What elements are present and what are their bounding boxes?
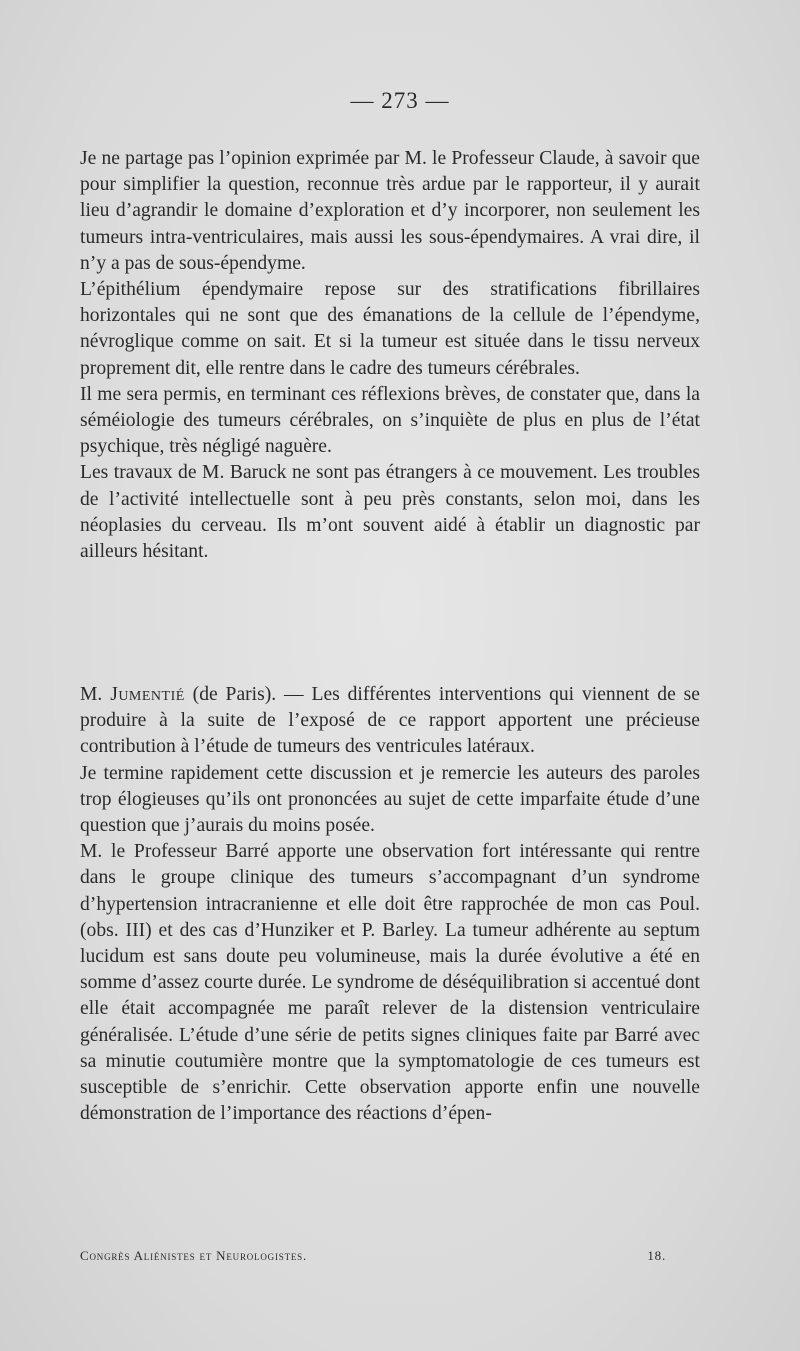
footer-title: Congrès Aliénistes et Neurologistes. xyxy=(80,1248,308,1263)
text-block-1 xyxy=(80,146,700,565)
speaker-name: Jumentié xyxy=(110,684,185,705)
text-block-2 xyxy=(80,682,700,1127)
paragraph: Il me sera permis, en terminant ces réflexions brèves, de constater que, dans la séméiologie des tumeurs cérébrales, on s’inquiète de plus en plus de l’état psychique, très négligé naguère. xyxy=(80,383,700,458)
speaker-paragraph xyxy=(80,682,700,761)
paragraph: Je termine rapidement cette discussion et je remercie les auteurs des paroles trop élogieuses qu’ils ont prononcées au sujet de cette imparfaite étude d’une question que j’aurais du moins posée. xyxy=(80,762,700,837)
footer xyxy=(80,1248,666,1264)
speaker-prefix: M. xyxy=(80,684,111,705)
page-number: — 273 — xyxy=(350,88,450,113)
paragraph: L’épithélium épendymaire repose sur des stratifications fibrillaires horizontales qui ne sont que des émanations de la cellule de l’épendyme, névroglique comme on sait. Et si la tumeur est située dans le tissu nerveux proprement dit, elle rentre dans le cadre des tumeurs cérébrales. xyxy=(80,279,700,379)
paragraph: Les travaux de M. Baruck ne sont pas étrangers à ce mouvement. Les troubles de l’activité intellectuelle sont à peu près constants, selon moi, dans les néoplasies du cerveau. Ils m’ont souvent aidé à établir un diagnostic par ailleurs hésitant. xyxy=(80,462,700,563)
paragraph: M. le Professeur Barré apporte une observation fort intéressante qui rentre dans le groupe clinique des tumeurs s’accompagnant d’un syndrome d’hypertension intracranienne et elle doit être rapprochée de mon cas Poul. (obs. III) et des cas d’Hunziker et P. Barley. La tumeur adhérente au septum lucidum est sans doute peu volumineuse, mais la durée évolutive a été en somme d’assez courte durée. Le syndrome de déséquilibration si accentué dont elle était accompagnée me paraît relever de la distension ventriculaire généralisée. L’étude d’une série de petits signes cliniques faite par Barré avec sa minutie coutumière montre que la symptomatologie de ces tumeurs est susceptible de s’enrichir. Cette observation apporte enfin une nouvelle démonstration de l’importance des réactions d’épen- xyxy=(80,841,700,1125)
paragraph: Je ne partage pas l’opinion exprimée par M. le Professeur Claude, à savoir que pour simplifier la question, reconnue très ardue par le rapporteur, il y aurait lieu d’agrandir le domaine d’exploration et d’y incorporer, non seulement les tumeurs intra-ventriculaires, mais aussi les sous-épendymaires. A vrai dire, il n’y a pas de sous-épendyme. xyxy=(80,148,700,274)
signature-mark: 18. xyxy=(647,1248,666,1263)
speaker-text: (de Paris). — Les différentes interventions qui viennent de se produire à la suite de l’exposé de ce rapport apportent une précieuse contribution à l’étude de tumeurs des ventricules latéraux. xyxy=(80,684,700,758)
